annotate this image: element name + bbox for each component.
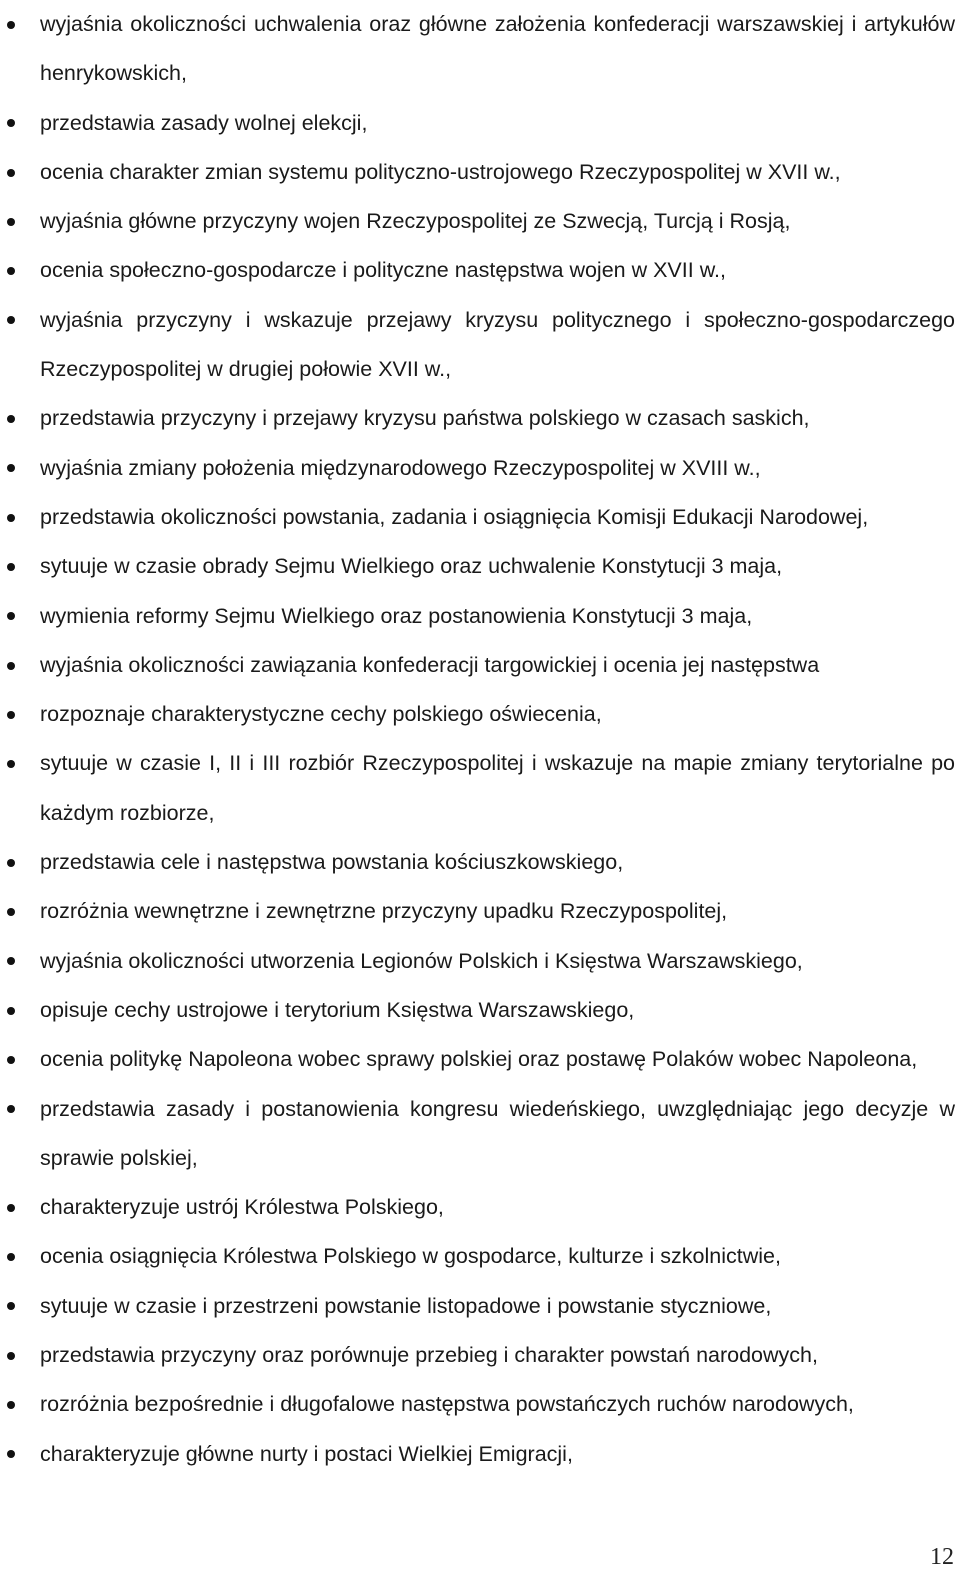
list-item — [0, 197, 960, 246]
list-item — [0, 986, 960, 1035]
bullet-icon — [3, 641, 19, 690]
bullet-icon — [3, 887, 19, 936]
bullet-icon — [3, 986, 19, 1035]
list-item-text: przedstawia zasady i postanowienia kongresu wiedeńskiego, uwzględniając jego decyzje w sprawie polskiej, — [40, 1096, 955, 1170]
list-item-text: ocenia osiągnięcia Królestwa Polskiego w gospodarce, kulturze i szkolnictwie, — [40, 1244, 781, 1269]
list-item-text: wyjaśnia główne przyczyny wojen Rzeczypospolitej ze Szwecją, Turcją i Rosją, — [40, 209, 791, 234]
list-item-text: przedstawia przyczyny oraz porównuje przebieg i charakter powstań narodowych, — [40, 1343, 818, 1368]
list-item-text: charakteryzuje główne nurty i postaci Wielkiej Emigracji, — [40, 1441, 573, 1466]
bullet-icon — [3, 148, 19, 197]
list-item-text: przedstawia cele i następstwa powstania kościuszkowskiego, — [40, 850, 624, 875]
list-item-text: ocenia społeczno-gospodarcze i polityczne następstwa wojen w XVII w., — [40, 258, 726, 283]
bullet-icon — [3, 0, 19, 49]
list-item — [0, 444, 960, 493]
list-item-text: przedstawia przyczyny i przejawy kryzysu państwa polskiego w czasach saskich, — [40, 406, 810, 431]
list-item — [0, 937, 960, 986]
list-item — [0, 739, 960, 838]
bullet-icon — [3, 739, 19, 788]
list-item-text: przedstawia zasady wolnej elekcji, — [40, 110, 368, 135]
list-item — [0, 542, 960, 591]
list-item-text: wyjaśnia okoliczności uchwalenia oraz główne założenia konfederacji warszawskiej i artykułów henrykowskich, — [40, 12, 955, 86]
list-item-text: rozróżnia wewnętrzne i zewnętrzne przyczyny upadku Rzeczypospolitej, — [40, 899, 728, 924]
list-item — [0, 1232, 960, 1281]
list-item — [0, 690, 960, 739]
list-item — [0, 0, 960, 99]
list-item — [0, 592, 960, 641]
bullet-icon — [3, 1085, 19, 1134]
bullet-icon — [3, 99, 19, 148]
list-item-text: sytuuje w czasie obrady Sejmu Wielkiego oraz uchwalenie Konstytucji 3 maja, — [40, 554, 783, 579]
list-item — [0, 641, 960, 690]
list-item — [0, 99, 960, 148]
bullet-icon — [3, 1331, 19, 1380]
list-item — [0, 1430, 960, 1479]
list-item-text: ocenia politykę Napoleona wobec sprawy polskiej oraz postawę Polaków wobec Napoleona, — [40, 1047, 918, 1072]
bullet-icon — [3, 1232, 19, 1281]
list-item — [0, 1085, 960, 1184]
list-item-text: wyjaśnia okoliczności utworzenia Legionów Polskich i Księstwa Warszawskiego, — [40, 948, 803, 973]
bullet-icon — [3, 1430, 19, 1479]
list-item — [0, 493, 960, 542]
bullet-icon — [3, 296, 19, 345]
list-item-text: ocenia charakter zmian systemu polityczno-ustrojowego Rzeczypospolitej w XVII w., — [40, 159, 841, 184]
list-item-text: rozróżnia bezpośrednie i długofalowe następstwa powstańczych ruchów narodowych, — [40, 1392, 854, 1417]
list-item-text: rozpoznaje charakterystyczne cechy polskiego oświecenia, — [40, 702, 602, 727]
list-item — [0, 1331, 960, 1380]
bullet-icon — [3, 197, 19, 246]
list-item-text: wyjaśnia okoliczności zawiązania konfederacji targowickiej i ocenia jej następstwa — [40, 652, 820, 677]
list-item-text: wymienia reformy Sejmu Wielkiego oraz postanowienia Konstytucji 3 maja, — [40, 603, 753, 628]
page-number: 12 — [930, 1544, 954, 1570]
list-item — [0, 1380, 960, 1429]
list-item-text: przedstawia okoliczności powstania, zadania i osiągnięcia Komisji Edukacji Narodowej, — [40, 504, 869, 529]
bullet-icon — [3, 838, 19, 887]
list-item-text: charakteryzuje ustrój Królestwa Polskiego, — [40, 1195, 444, 1220]
list-item — [0, 887, 960, 936]
list-item — [0, 1035, 960, 1084]
list-item — [0, 394, 960, 443]
list-item-text: opisuje cechy ustrojowe i terytorium Księstwa Warszawskiego, — [40, 997, 635, 1022]
bullet-icon — [3, 542, 19, 591]
list-item — [0, 1183, 960, 1232]
list-item — [0, 296, 960, 395]
list-item-text: wyjaśnia przyczyny i wskazuje przejawy kryzysu politycznego i społeczno-gospodarczego Rzeczypospolitej w drugiej połowie XVII w., — [40, 307, 955, 382]
bullet-icon — [3, 1282, 19, 1331]
bullet-icon — [3, 592, 19, 641]
bullet-icon — [3, 1380, 19, 1429]
list-item — [0, 838, 960, 887]
list-item — [0, 148, 960, 197]
list-item-text: sytuuje w czasie I, II i III rozbiór Rzeczypospolitej i wskazuje na mapie zmiany terytorialne po każdym rozbiorze, — [40, 751, 955, 825]
bullet-icon — [3, 1035, 19, 1084]
list-item-text: wyjaśnia zmiany położenia międzynarodowego Rzeczypospolitej w XVIII w., — [40, 455, 761, 480]
bullet-icon — [3, 246, 19, 295]
bullet-icon — [3, 690, 19, 739]
bullet-icon — [3, 937, 19, 986]
bullet-icon — [3, 444, 19, 493]
list-item — [0, 1282, 960, 1331]
bullet-icon — [3, 493, 19, 542]
bullet-icon — [3, 394, 19, 443]
bullet-icon — [3, 1183, 19, 1232]
list-item-text: sytuuje w czasie i przestrzeni powstanie listopadowe i powstanie styczniowe, — [40, 1293, 772, 1318]
list-item — [0, 246, 960, 295]
